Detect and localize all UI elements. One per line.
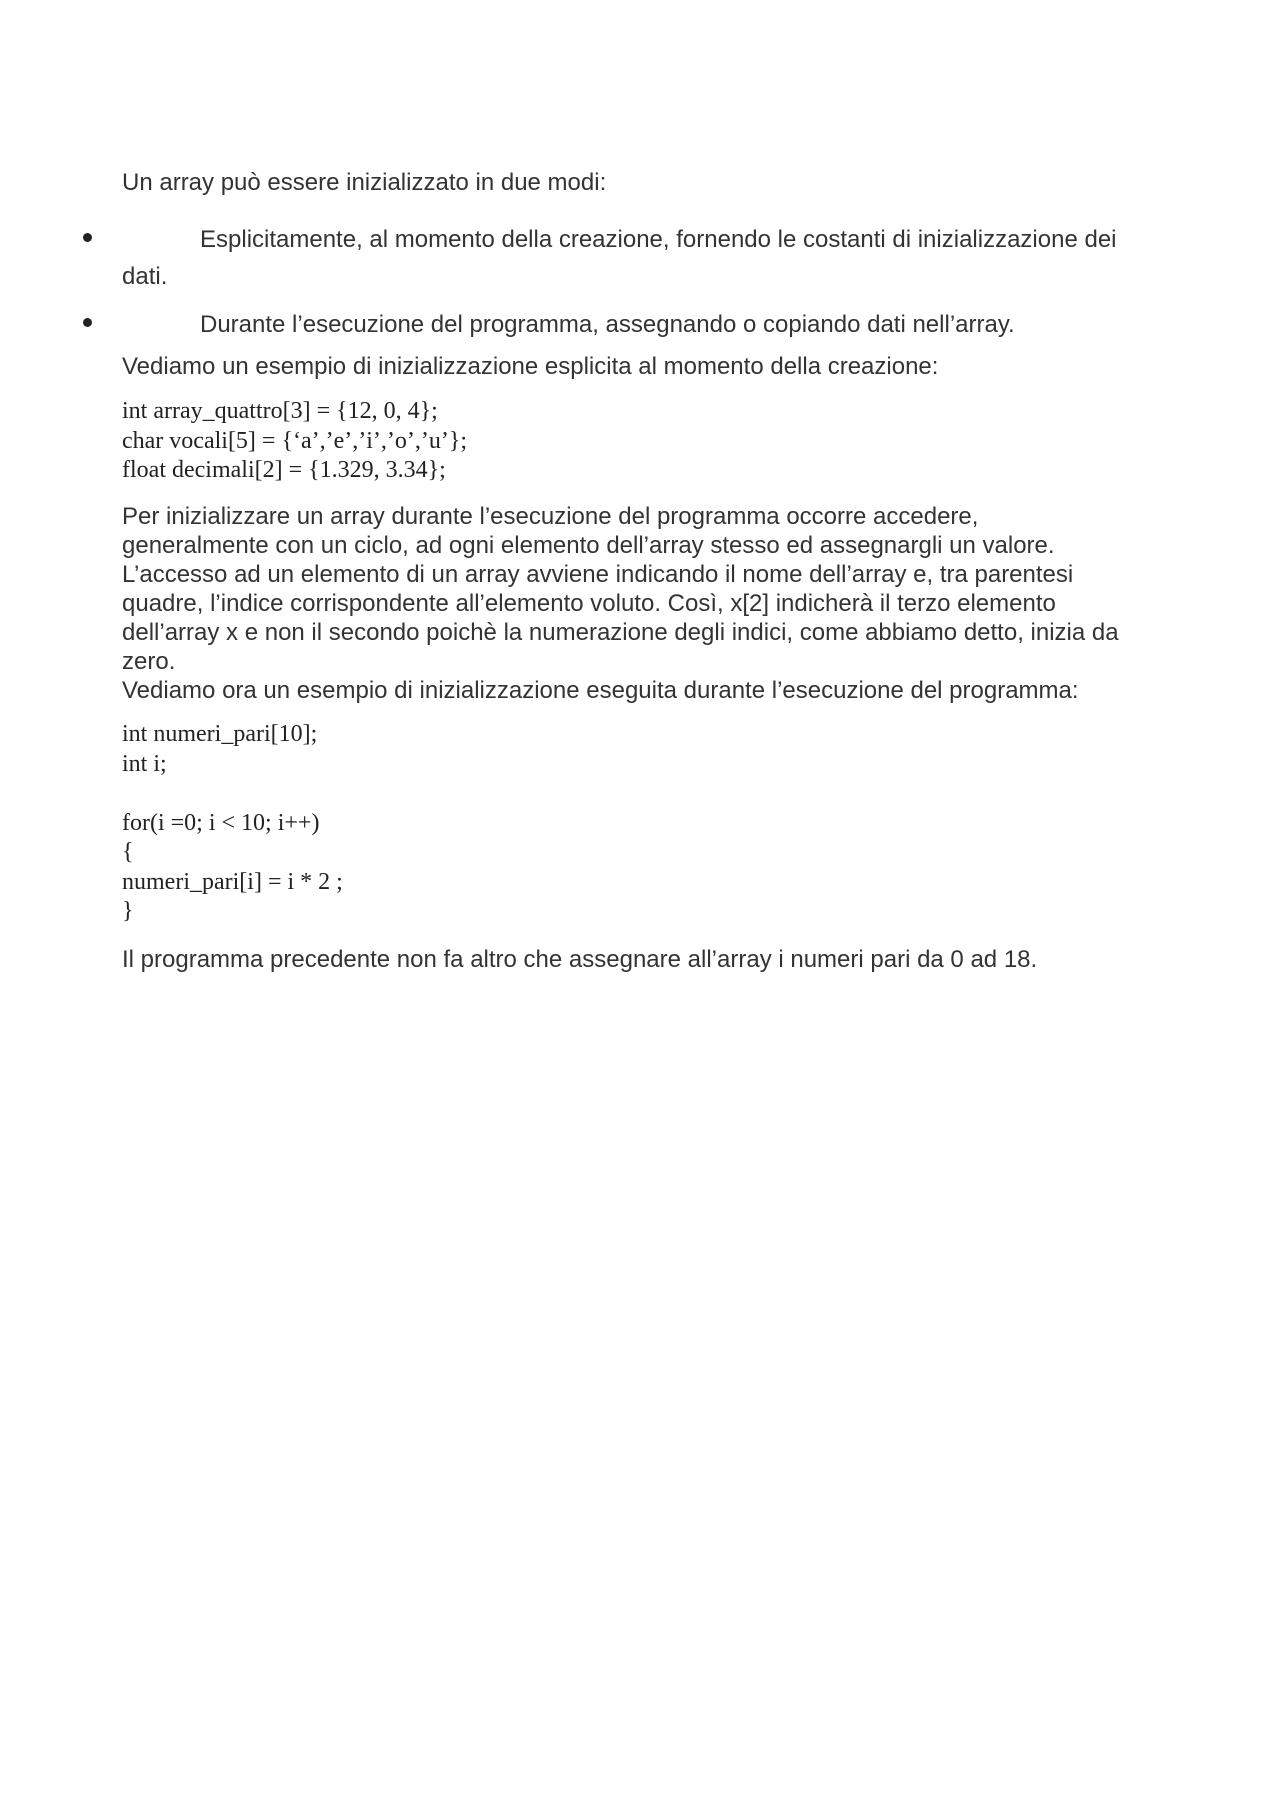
bullet-dot-icon [83, 318, 92, 327]
intro-paragraph: Un array può essere inizializzato in due modi: [122, 169, 607, 196]
element-access-text: L’accesso ad un elemento di un array avviene indicando il nome dell’array e, tra parentesi quadre, l’indice corrispondente all’elemento voluto. Così, x[2] indicherà il terzo elemento dell’array x e non il secondo poichè la numerazione degli indici, come abbiamo detto, inizia da zero. [122, 561, 1119, 675]
code-block-runtime-init: int numeri_pari[10]; int i; for(i =0; i < 10; i++) { numeri_pari[i] = i * 2 ; } [122, 721, 343, 924]
bullet-text-explicit: Esplicitamente, al momento della creazione, fornendo le costanti di inizializzazione dei dati. [122, 226, 1117, 290]
explanation-paragraph [122, 502, 1122, 705]
runtime-init-text: Per inizializzare un array durante l’esecuzione del programma occorre accedere, generalmente con un ciclo, ad ogni elemento dell’array stesso ed assegnargli un valore. [122, 503, 1055, 559]
example-intro-explicit: Vediamo un esempio di inizializzazione esplicita al momento della creazione: [122, 353, 939, 380]
bullet-dot-icon [83, 233, 92, 242]
bullet-text-runtime: Durante l’esecuzione del programma, assegnando o copiando dati nell’array. [200, 311, 1015, 338]
conclusion-paragraph: Il programma precedente non fa altro che assegnare all’array i numeri pari da 0 ad 18. [122, 946, 1038, 973]
code-block-explicit-init: int array_quattro[3] = {12, 0, 4}; char vocali[5] = {‘a’,’e’,’i’,’o’,’u’}; float decimali[2] = {1.329, 3.34}; [122, 398, 468, 483]
example-intro-runtime: Vediamo ora un esempio di inizializzazione eseguita durante l’esecuzione del programma: [122, 677, 1079, 704]
